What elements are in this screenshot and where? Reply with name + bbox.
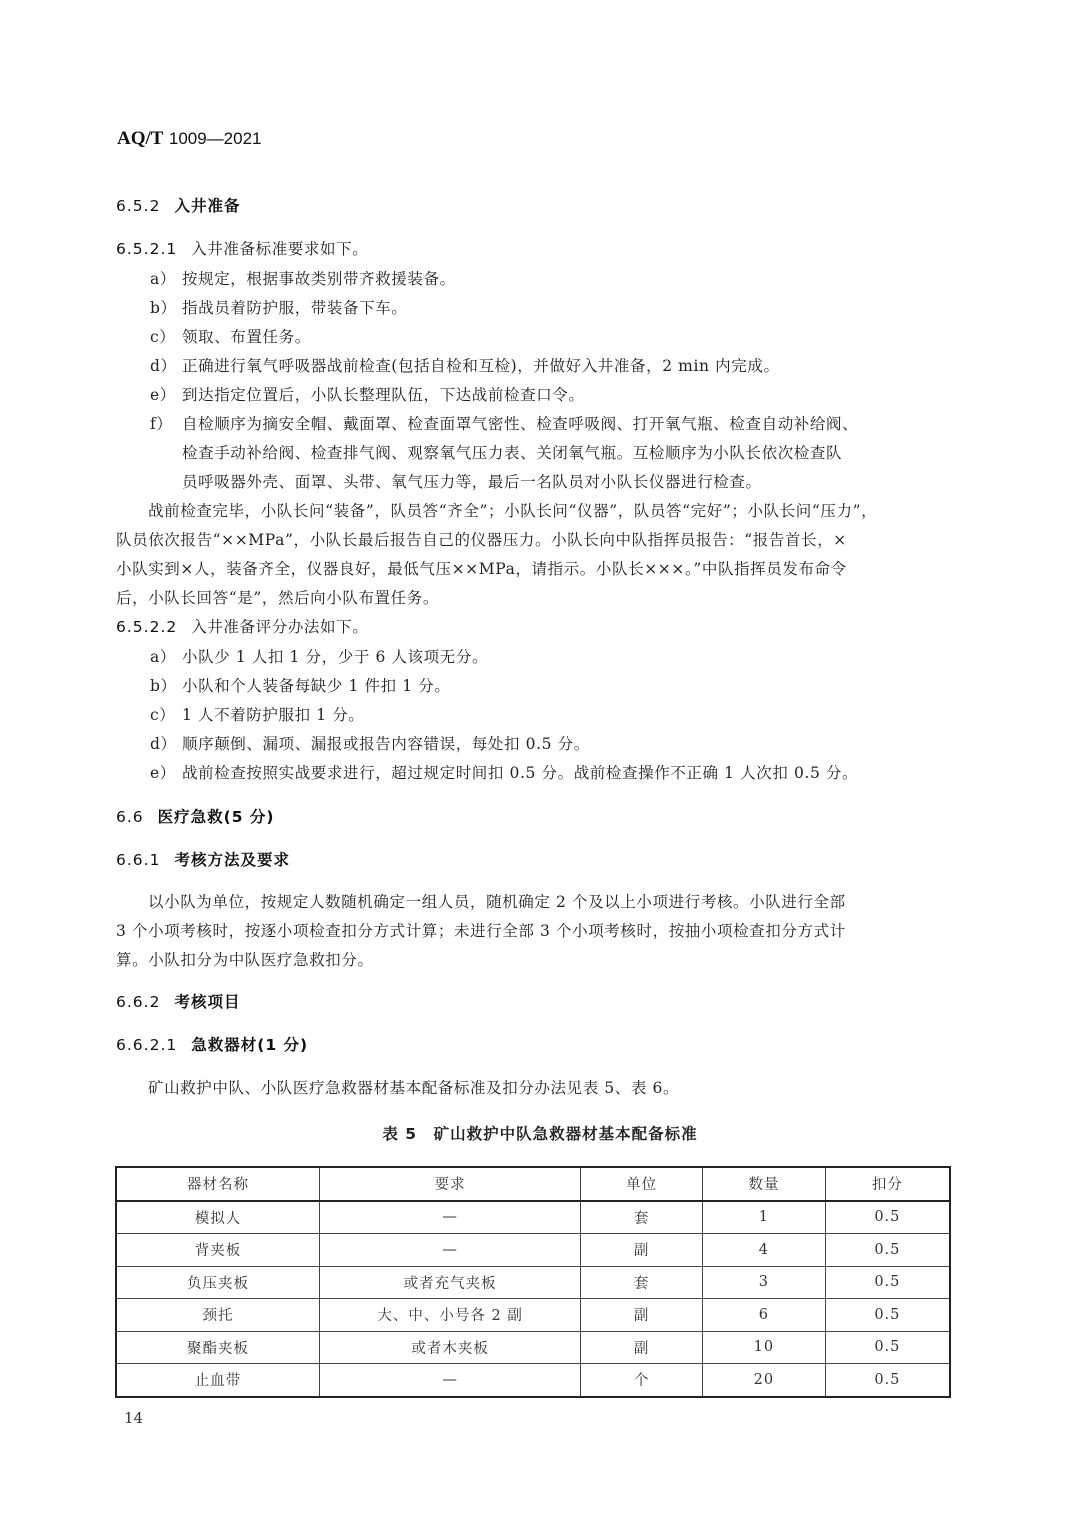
paragraph-line: 小队实到×人，装备齐全，仪器良好，最低气压××MPa，请指示。小队长×××。”中队指挥员发布命令 bbox=[116, 560, 847, 578]
cell-unit: 副 bbox=[581, 1234, 703, 1267]
cell-unit: 个 bbox=[581, 1364, 703, 1397]
item-text: 1 人不着防护服扣 1 分。 bbox=[182, 706, 365, 724]
list-item bbox=[150, 296, 407, 318]
heading-6-6-2-1 bbox=[116, 1033, 308, 1055]
list-item bbox=[150, 412, 858, 434]
list-item bbox=[150, 325, 311, 347]
cell-deduction: 0.5 bbox=[825, 1234, 950, 1267]
list-item bbox=[150, 703, 364, 725]
standard-number: 1009—2021 bbox=[168, 129, 262, 148]
list-item bbox=[150, 383, 585, 405]
cell-quantity: 1 bbox=[703, 1201, 826, 1234]
cell-requirement: 大、中、小号各 2 副 bbox=[319, 1299, 580, 1332]
cell-name: 背夹板 bbox=[116, 1234, 319, 1267]
cell-unit: 套 bbox=[581, 1201, 703, 1234]
cell-requirement: — bbox=[319, 1234, 580, 1267]
section-number: 6.5.2 bbox=[116, 197, 161, 215]
paragraph-line: 以小队为单位，按规定人数随机确定一组人员，随机确定 2 个及以上小项进行考核。小队进行全部 bbox=[148, 893, 846, 911]
paragraph-line: 后，小队长回答“是”，然后向小队布置任务。 bbox=[116, 589, 439, 607]
header-cell: 数量 bbox=[703, 1167, 826, 1201]
item-text: 战前检查按照实战要求进行，超过规定时间扣 0.5 分。战前检查操作不正确 1 人次扣 0.5 分。 bbox=[182, 764, 859, 782]
section-title: 入井准备标准要求如下。 bbox=[191, 240, 369, 258]
item-text: 顺序颠倒、漏项、漏报或报告内容错误，每处扣 0.5 分。 bbox=[182, 735, 590, 753]
cell-unit: 套 bbox=[581, 1266, 703, 1299]
paragraph-line: 战前检查完毕，小队长问“装备”，队员答“齐全”；小队长问“仪器”，队员答“完好”；小队长问“压力”， bbox=[148, 502, 878, 520]
table-caption: 表 5 矿山救护中队急救器材基本配备标准 bbox=[382, 1125, 698, 1143]
equipment-table bbox=[115, 1166, 951, 1398]
table-row bbox=[116, 1234, 950, 1267]
table-row bbox=[116, 1266, 950, 1299]
item-text-continued: 检查手动补给阀、检查排气阀、观察氧气压力表、关闭氧气瓶。互检顺序为小队长依次检查队 bbox=[182, 444, 843, 462]
section-number: 6.6.2 bbox=[116, 993, 161, 1011]
cell-requirement: 或者木夹板 bbox=[319, 1331, 580, 1364]
section-number: 6.6 bbox=[116, 808, 144, 826]
heading-6-5-2-1 bbox=[116, 237, 368, 259]
header-cell: 单位 bbox=[581, 1167, 703, 1201]
header-cell: 要求 bbox=[319, 1167, 580, 1201]
cell-name: 聚酯夹板 bbox=[116, 1331, 319, 1364]
header-cell: 器材名称 bbox=[116, 1167, 319, 1201]
list-item bbox=[150, 761, 858, 783]
cell-deduction: 0.5 bbox=[825, 1364, 950, 1397]
cell-deduction: 0.5 bbox=[825, 1201, 950, 1234]
heading-6-6 bbox=[116, 805, 275, 827]
table-header-row bbox=[116, 1167, 950, 1201]
section-title: 医疗急救(5 分) bbox=[157, 808, 275, 826]
paragraph-line: 3 个小项考核时，按逐小项检查扣分方式计算；未进行全部 3 个小项考核时，按抽小项检查扣分方式计 bbox=[116, 922, 846, 940]
item-text: 按规定，根据事故类别带齐救援装备。 bbox=[182, 270, 456, 288]
cell-requirement: 或者充气夹板 bbox=[319, 1266, 580, 1299]
cell-requirement: — bbox=[319, 1364, 580, 1397]
table-row bbox=[116, 1299, 950, 1332]
section-number: 6.5.2.1 bbox=[116, 240, 178, 258]
item-label: e） bbox=[150, 386, 176, 404]
cell-unit: 副 bbox=[581, 1299, 703, 1332]
heading-6-5-2-2 bbox=[116, 615, 368, 637]
list-item bbox=[150, 732, 590, 754]
cell-quantity: 6 bbox=[703, 1299, 826, 1332]
cell-unit: 副 bbox=[581, 1331, 703, 1364]
header-cell: 扣分 bbox=[825, 1167, 950, 1201]
item-label: d） bbox=[150, 357, 177, 375]
item-text: 领取、布置任务。 bbox=[182, 328, 311, 346]
section-title: 入井准备 bbox=[174, 197, 241, 215]
item-label: a） bbox=[150, 648, 176, 666]
cell-quantity: 4 bbox=[703, 1234, 826, 1267]
section-title: 急救器材(1 分) bbox=[191, 1036, 309, 1054]
item-text: 正确进行氧气呼吸器战前检查(包括自检和互检)，并做好入井准备，2 min 内完成。 bbox=[182, 357, 780, 375]
list-item bbox=[150, 674, 450, 696]
section-title: 考核项目 bbox=[174, 993, 241, 1011]
paragraph-line: 算。小队扣分为中队医疗急救扣分。 bbox=[116, 951, 374, 969]
heading-6-6-1 bbox=[116, 848, 290, 870]
standard-prefix: AQ/T bbox=[117, 128, 164, 149]
cell-name: 模拟人 bbox=[116, 1201, 319, 1234]
item-text: 到达指定位置后，小队长整理队伍，下达战前检查口令。 bbox=[182, 386, 585, 404]
section-title: 考核方法及要求 bbox=[174, 851, 290, 869]
item-text: 指战员着防护服，带装备下车。 bbox=[182, 299, 408, 317]
cell-deduction: 0.5 bbox=[825, 1266, 950, 1299]
paragraph-line: 队员依次报告“××MPa”，小队长最后报告自己的仪器压力。小队长向中队指挥员报告：“报告首长，× bbox=[116, 531, 847, 549]
item-label: d） bbox=[150, 735, 177, 753]
item-text: 小队和个人装备每缺少 1 件扣 1 分。 bbox=[182, 677, 451, 695]
list-item bbox=[150, 354, 780, 376]
cell-name: 止血带 bbox=[116, 1364, 319, 1397]
list-item bbox=[150, 267, 456, 289]
section-number: 6.5.2.2 bbox=[116, 618, 178, 636]
cell-quantity: 3 bbox=[703, 1266, 826, 1299]
list-item bbox=[150, 645, 488, 667]
item-label: f） bbox=[150, 415, 173, 433]
section-title: 入井准备评分办法如下。 bbox=[191, 618, 369, 636]
heading-6-5-2 bbox=[116, 194, 240, 216]
page-number: 14 bbox=[124, 1409, 144, 1427]
item-label: b） bbox=[150, 677, 177, 695]
cell-deduction: 0.5 bbox=[825, 1331, 950, 1364]
heading-6-6-2 bbox=[116, 990, 240, 1012]
cell-requirement: — bbox=[319, 1201, 580, 1234]
cell-quantity: 20 bbox=[703, 1364, 826, 1397]
item-label: c） bbox=[150, 328, 176, 346]
cell-name: 负压夹板 bbox=[116, 1266, 319, 1299]
item-label: a） bbox=[150, 270, 176, 288]
cell-deduction: 0.5 bbox=[825, 1299, 950, 1332]
cell-quantity: 10 bbox=[703, 1331, 826, 1364]
standard-code bbox=[117, 128, 262, 150]
table-row bbox=[116, 1331, 950, 1364]
item-text: 自检顺序为摘安全帽、戴面罩、检查面罩气密性、检查呼吸阀、打开氧气瓶、检查自动补给阀、 bbox=[182, 415, 859, 433]
paragraph-line: 矿山救护中队、小队医疗急救器材基本配备标准及扣分办法见表 5、表 6。 bbox=[148, 1079, 680, 1097]
section-number: 6.6.1 bbox=[116, 851, 161, 869]
item-label: b） bbox=[150, 299, 177, 317]
cell-name: 颈托 bbox=[116, 1299, 319, 1332]
table-row bbox=[116, 1364, 950, 1397]
item-text-continued: 员呼吸器外壳、面罩、头带、氧气压力等，最后一名队员对小队长仪器进行检查。 bbox=[182, 473, 762, 491]
item-text: 小队少 1 人扣 1 分，少于 6 人该项无分。 bbox=[182, 648, 489, 666]
item-label: c） bbox=[150, 706, 176, 724]
table-row bbox=[116, 1201, 950, 1234]
item-label: e） bbox=[150, 764, 176, 782]
section-number: 6.6.2.1 bbox=[116, 1036, 178, 1054]
